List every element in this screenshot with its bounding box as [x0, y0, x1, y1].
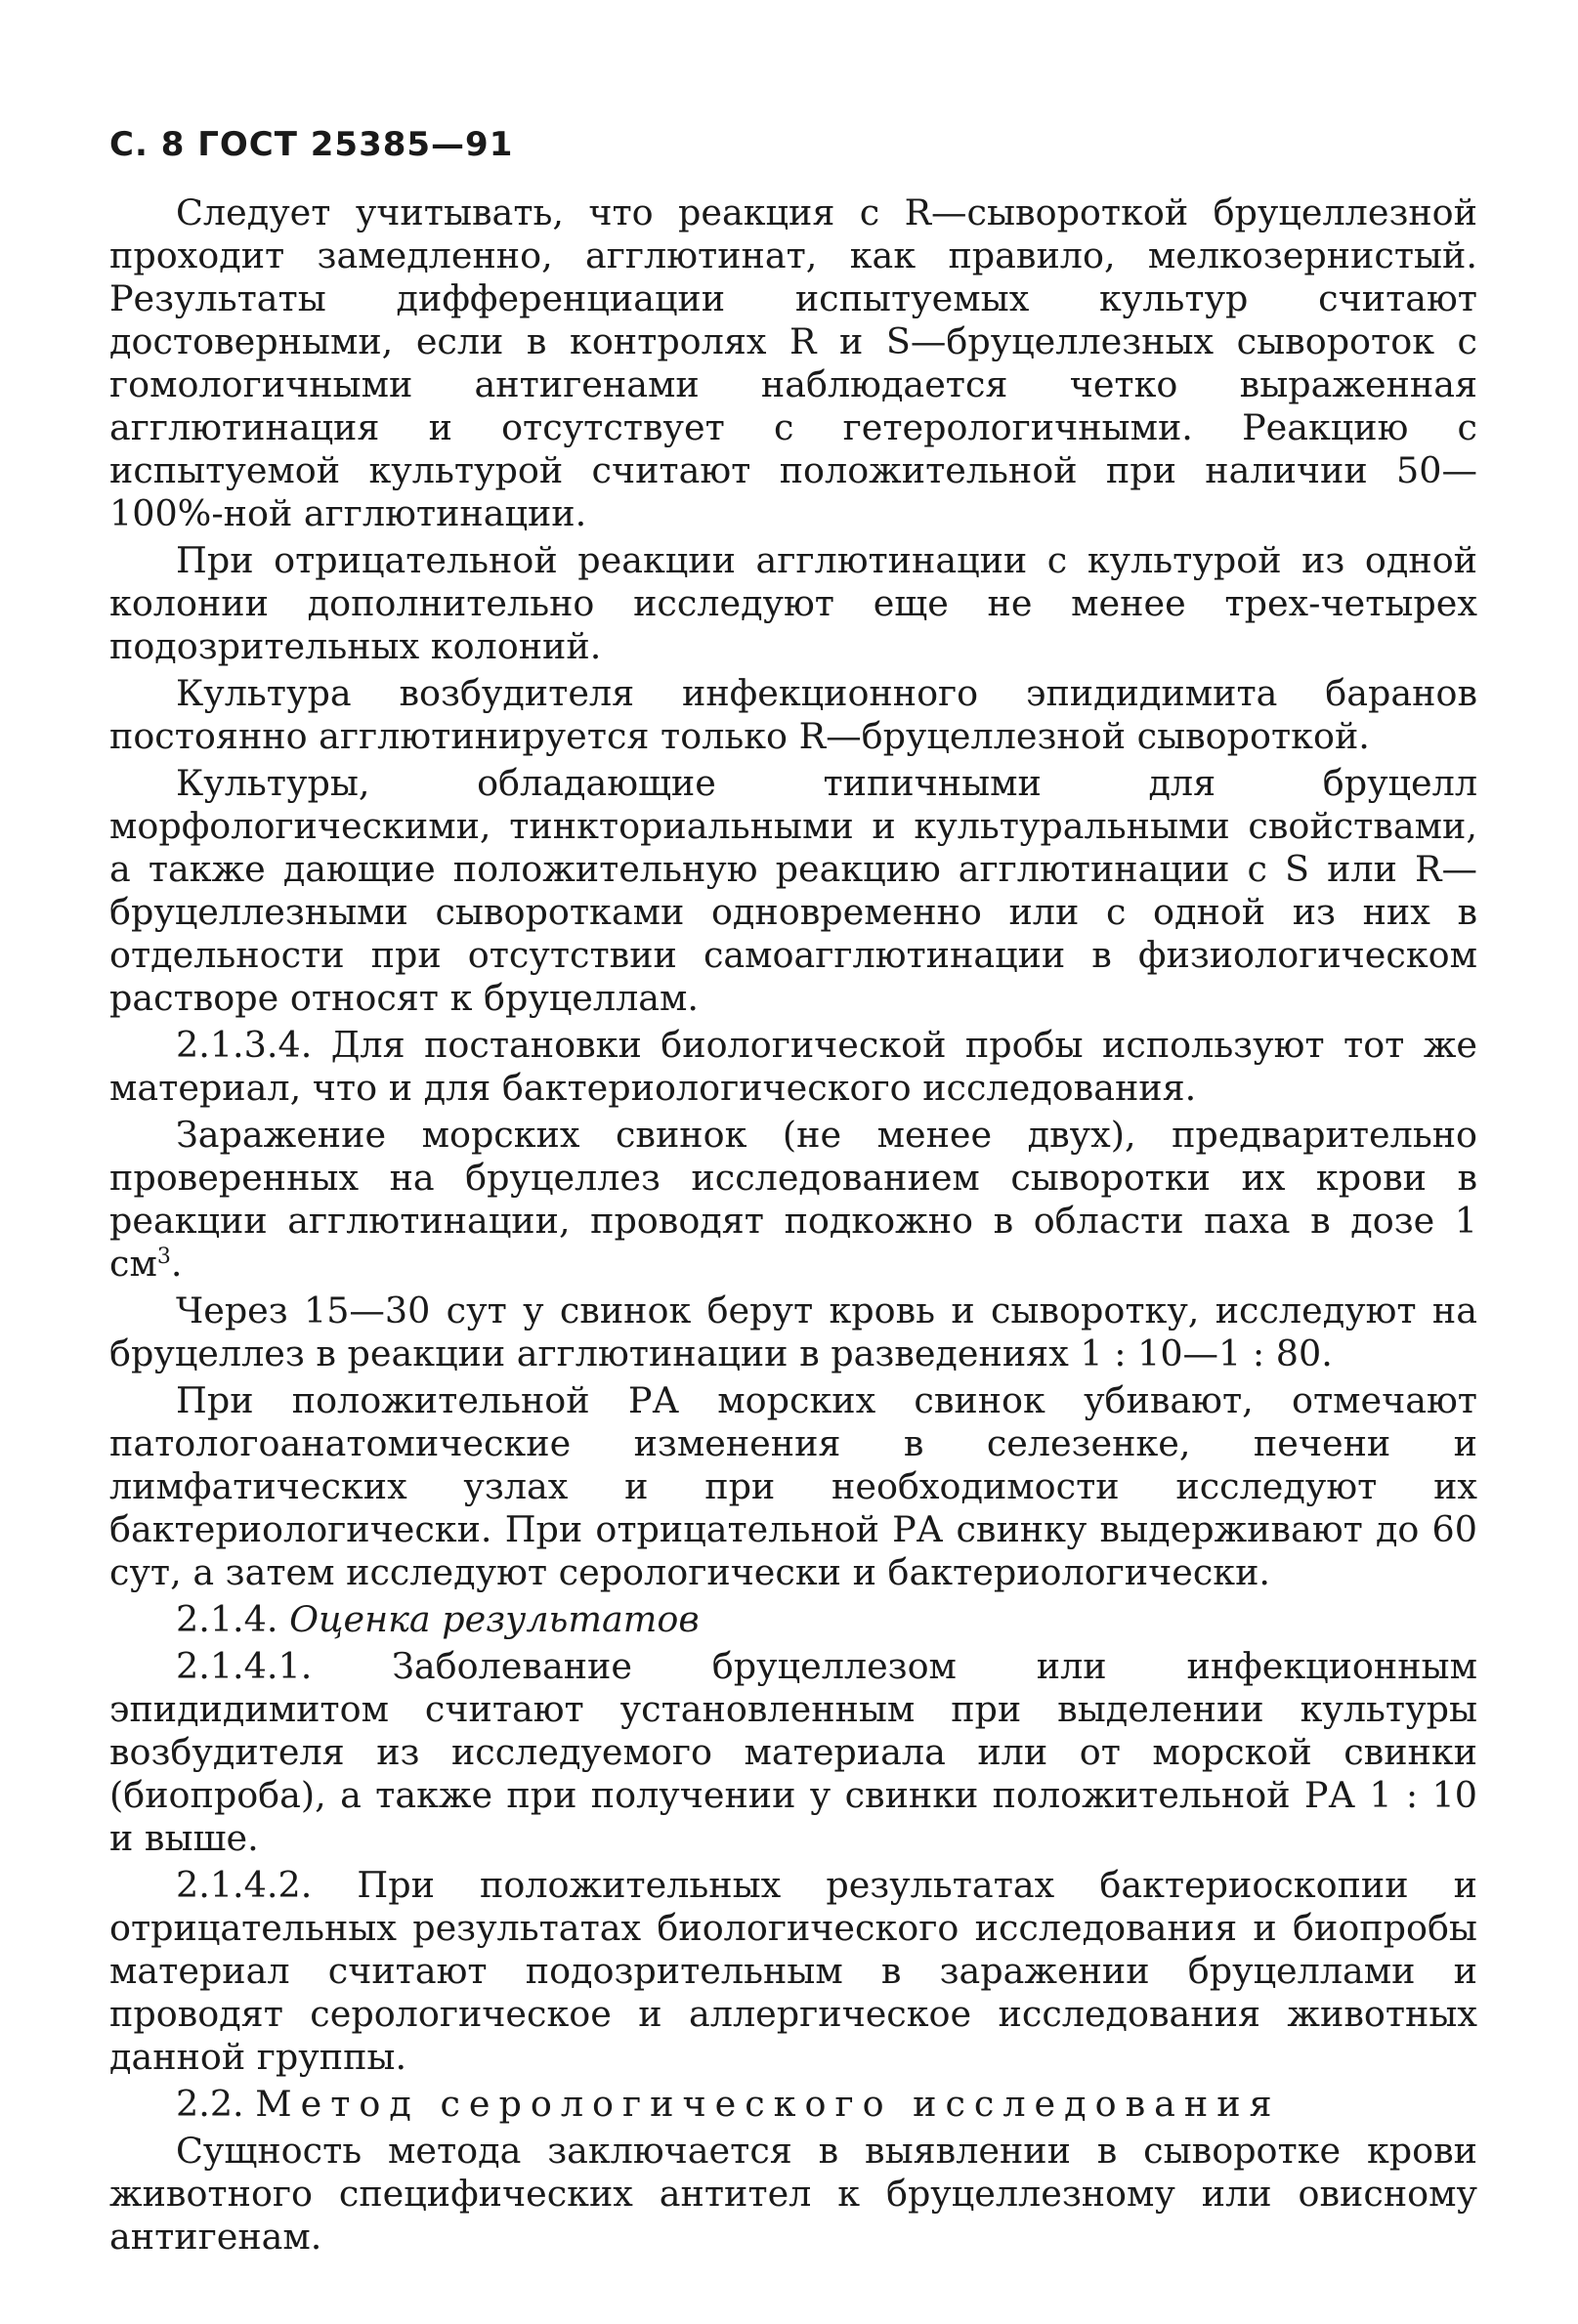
section-number: 2.2.: [176, 2083, 256, 2125]
paragraph: При положительной РА морских свинок убивают, отмечают патологоанатомические изменения в селезенке, печени и лимфатических узлах и при необходимости исследуют их бактериологически. При отрицательной РА свинку выдерживают до 60 сут, а затем исследуют серологически и бактериологически.: [109, 1379, 1477, 1593]
paragraph: Культуры, обладающие типичными для бруцелл морфологическими, тинкториальными и культуральными свойствами, а также дающие положительную реакцию агглютинации с S или R—бруцеллезными сыворотками одновременно или с одной из них в отдельности при отсутствии самоагглютинации в физиологическом растворе относят к бруцеллам.: [109, 762, 1477, 1019]
section-number: 2.1.4.: [176, 1598, 290, 1640]
page-header: С. 8 ГОСТ 25385—91: [109, 125, 514, 164]
paragraph: Через 15—30 сут у свинок берут кровь и сыворотку, исследуют на бруцеллез в реакции агглютинации в разведениях 1 : 10—1 : 80.: [109, 1289, 1477, 1374]
section-heading: [109, 2083, 1477, 2126]
paragraph: Культура возбудителя инфекционного эпидидимита баранов постоянно агглютинируется только R—бруцеллезной сывороткой.: [109, 672, 1477, 757]
paragraph: При отрицательной реакции агглютинации с культурой из одной колонии дополнительно исследуют еще не менее трех-четырех подозрительных колоний.: [109, 539, 1477, 667]
paragraph: [109, 1114, 1477, 1286]
document-page: [109, 125, 1477, 2262]
paragraph-text: .: [170, 1243, 183, 1285]
section-title: Оценка результатов: [289, 1598, 700, 1640]
paragraph: 2.1.4.1. Заболевание бруцеллезом или инфекционным эпидидимитом считают установленным при выделении культуры возбудителя из исследуемого материала или от морской свинки (биопроба), а также при получении у свинки положительной РА 1 : 10 и выше.: [109, 1645, 1477, 1859]
section-heading: [109, 1598, 1477, 1641]
paragraph: 2.1.3.4. Для постановки биологической пробы используют тот же материал, что и для бактериологического исследования.: [109, 1024, 1477, 1109]
paragraph: Следует учитывать, что реакция с R—сывороткой бруцеллезной проходит замедленно, агглютинат, как правило, мелкозернистый. Результаты дифференциации испытуемых культур считают достоверными, если в контролях R и S—бруцеллезных сывороток с гомологичными антигенами наблюдается четко выраженная агглютинация и отсутствует с гетерологичными. Реакцию с испытуемой культурой считают положительной при наличии 50—100%-ной агглютинации.: [109, 191, 1477, 534]
paragraph: Сущность метода заключается в выявлении в сыворотке крови животного специфических антител к бруцеллезному или овисному антигенам.: [109, 2130, 1477, 2258]
superscript: 3: [156, 1244, 171, 1269]
paragraph: 2.1.4.2. При положительных результатах бактериоскопии и отрицательных результатах биологического исследования и биопробы материал считают подозрительным в заражении бруцеллами и проводят серологическое и аллергическое исследования животных данной группы.: [109, 1864, 1477, 2078]
paragraph-text: Заражение морских свинок (не менее двух), предварительно проверенных на бруцеллез исследованием сыворотки их крови в реакции агглютинации, проводят подкожно в области паха в дозе 1 см: [109, 1114, 1477, 1285]
section-title: Метод серологического исследования: [255, 2083, 1281, 2125]
